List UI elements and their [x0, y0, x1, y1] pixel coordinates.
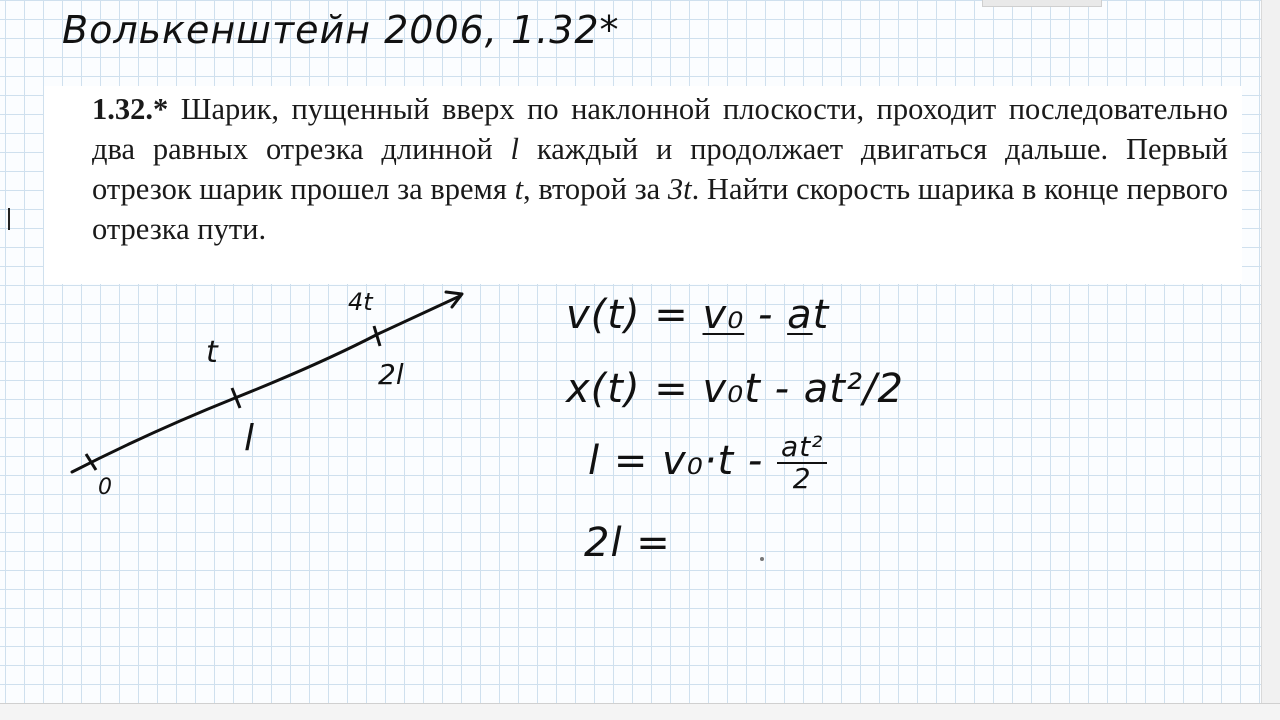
- variable-l: l: [510, 132, 520, 166]
- label-t: t: [206, 335, 218, 370]
- pen-dot: [760, 557, 764, 561]
- problem-number: 1.32.*: [92, 92, 169, 126]
- eq1-lhs: v(t) =: [566, 292, 689, 338]
- eq1-t: t: [812, 292, 830, 338]
- problem-text-part-3: , второй за: [523, 172, 661, 206]
- problem-text-part-1: Шарик, пущенный вверх по наклонной плоскости, проходит последовательно два равных отрезка длинной: [92, 92, 1229, 166]
- eq3-numerator: at²: [777, 432, 827, 464]
- eq1-minus: -: [757, 292, 774, 338]
- variable-t: t: [514, 172, 524, 206]
- problem-text-part-4: . Найти скорость шарика в конце первого отрезка пути.: [92, 172, 1229, 246]
- label-2l: 2l: [378, 358, 404, 391]
- equation-segment-2l: 2l =: [584, 520, 671, 566]
- page-title: Волькенштейн 2006, 1.32*: [62, 8, 620, 52]
- eq3-lhs: l = v₀·t -: [588, 438, 764, 484]
- label-zero: 0: [98, 475, 112, 500]
- eq3-denominator: 2: [792, 462, 812, 495]
- equation-position: x(t) = v₀t - at²/2: [566, 366, 904, 412]
- eq3-fraction: [777, 432, 827, 494]
- problem-text-part-2: каждый и продолжает двигаться дальше. Первый отрезок шарик прошел за время: [92, 132, 1229, 206]
- eq1-a: a: [787, 292, 813, 338]
- eq1-v0: v₀: [702, 292, 745, 338]
- equation-segment-l: [588, 432, 827, 494]
- variable-3t: 3t: [667, 172, 692, 206]
- equation-velocity: [566, 292, 829, 338]
- label-4t: 4t: [348, 288, 373, 316]
- label-l: l: [244, 418, 255, 459]
